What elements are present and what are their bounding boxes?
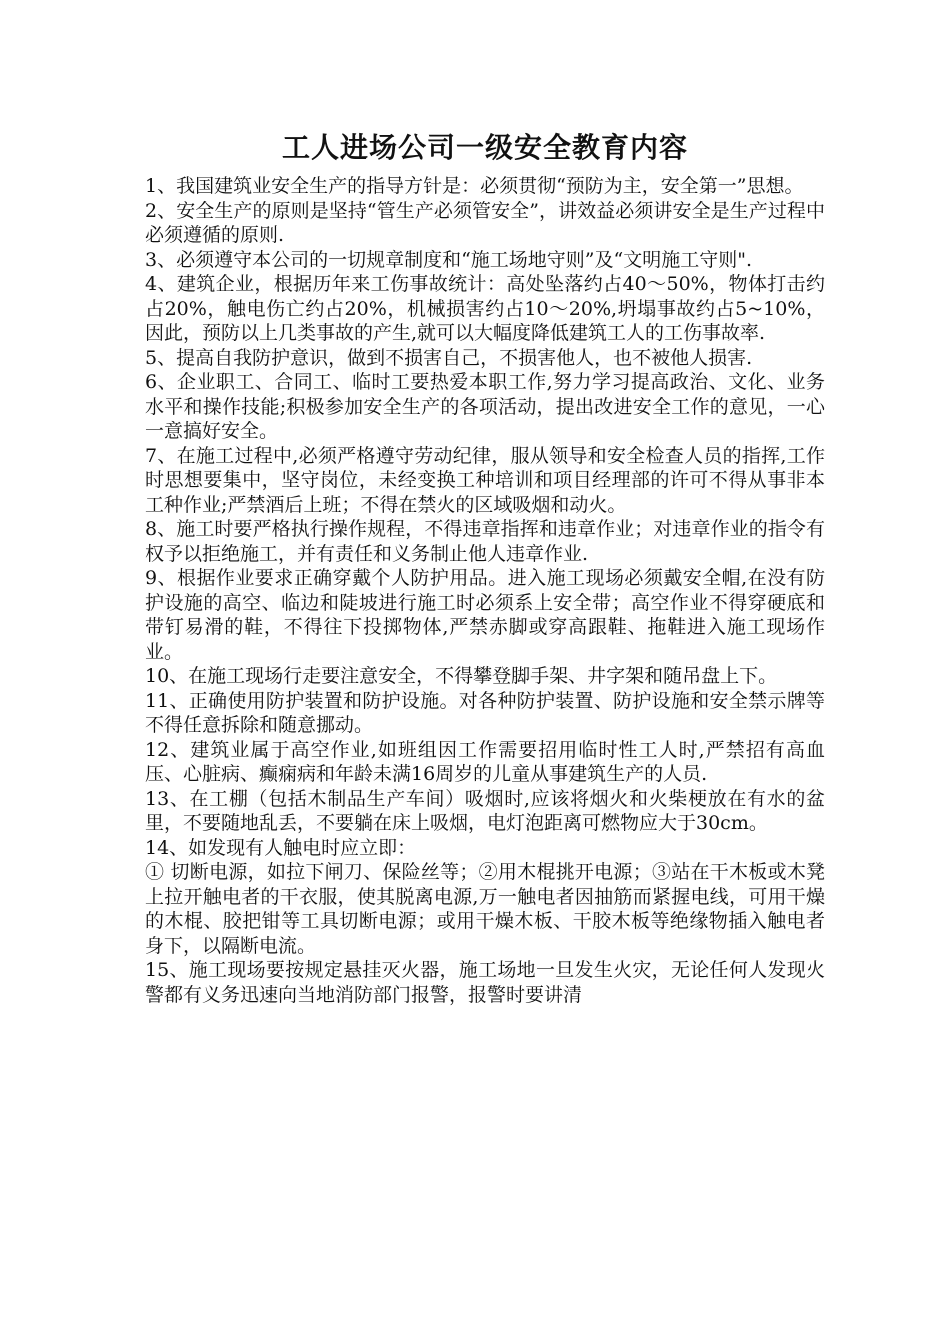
paragraph-1: 1、我国建筑业安全生产的指导方针是：必须贯彻“预防为主，安全第一”思想。	[145, 175, 804, 197]
paragraph-3: 3、必须遵守本公司的一切规章制度和“施工场地守则”及“文明施工守则".	[145, 248, 753, 271]
paragraph-11: 11、正确使用防护装置和防护设施。对各种防护装置、防护设施和安全禁示牌等不得任意拆除和随意挪动。	[145, 689, 825, 736]
paragraph-5: 5、提高自我防护意识，做到不损害自己，不损害他人，也不被他人损害.	[145, 346, 753, 369]
document-body	[145, 174, 825, 1007]
paragraph-14-steps: ① 切断电源，如拉下闸刀、保险丝等；②用木棍挑开电源；③站在干木板或木凳上拉开触电者的干衣服，使其脱离电源,万一触电者因抽筋而紧握电线，可用干燥的木棍、胶把钳等工具切断电源；或用干燥木板、干胶木板等绝缘物插入触电者身下，以隔断电流。	[145, 861, 825, 957]
paragraph-2: 2、安全生产的原则是坚持“管生产必须管安全”，讲效益必须讲安全是生产过程中必须遵循的原则.	[145, 199, 825, 246]
document-title: 工人进场公司一级安全教育内容	[281, 131, 688, 164]
paragraph-13: 13、在工棚（包括木制品生产车间）吸烟时,应该将烟火和火柴梗放在有水的盆里，不要随地乱丢，不要躺在床上吸烟，电灯泡距离可燃物应大于30cm。	[145, 787, 825, 834]
document-page	[145, 128, 825, 1007]
paragraph-15: 15、施工现场要按规定悬挂灭火器，施工场地一旦发生火灾，无论任何人发现火警都有义务迅速向当地消防部门报警，报警时要讲清	[145, 959, 825, 1006]
paragraph-4: 4、建筑企业，根据历年来工伤事故统计：高处坠落约占40～50%，物体打击约占20%，触电伤亡约占20%，机械损害约占10～20%,坍塌事故约占5~10%，因此，预防以上几类事故的产生,就可以大幅度降低建筑工人的工伤事故率.	[145, 273, 825, 344]
paragraph-14: 14、如发现有人触电时应立即：	[145, 836, 417, 859]
paragraph-6: 6、企业职工、合同工、临时工要热爱本职工作,努力学习提高政治、文化、业务水平和操作技能;积极参加安全生产的各项活动，提出改进安全工作的意见，一心一意搞好安全。	[145, 371, 825, 442]
paragraph-7: 7、在施工过程中,必须严格遵守劳动纪律，服从领导和安全检查人员的指挥,工作时思想要集中，坚守岗位，未经变换工种培训和项目经理部的许可不得从事非本工种作业;严禁酒后上班；不得在禁火的区域吸烟和动火。	[145, 444, 825, 516]
paragraph-10: 10、在施工现场行走要注意安全，不得攀登脚手架、井字架和随吊盘上下。	[145, 665, 778, 687]
paragraph-8: 8、施工时要严格执行操作规程，不得违章指挥和违章作业；对违章作业的指令有权予以拒绝施工，并有责任和义务制止他人违章作业.	[145, 518, 825, 565]
paragraph-9: 9、根据作业要求正确穿戴个人防护用品。进入施工现场必须戴安全帽,在没有防护设施的高空、临边和陡坡进行施工时必须系上安全带；高空作业不得穿硬底和带钉易滑的鞋，不得往下投掷物体,严禁赤脚或穿高跟鞋、拖鞋进入施工现场作业。	[145, 567, 825, 663]
paragraph-12: 12、建筑业属于高空作业,如班组因工作需要招用临时性工人时,严禁招有高血压、心脏病、癫痫病和年龄未满16周岁的儿童从事建筑生产的人员.	[145, 738, 825, 785]
